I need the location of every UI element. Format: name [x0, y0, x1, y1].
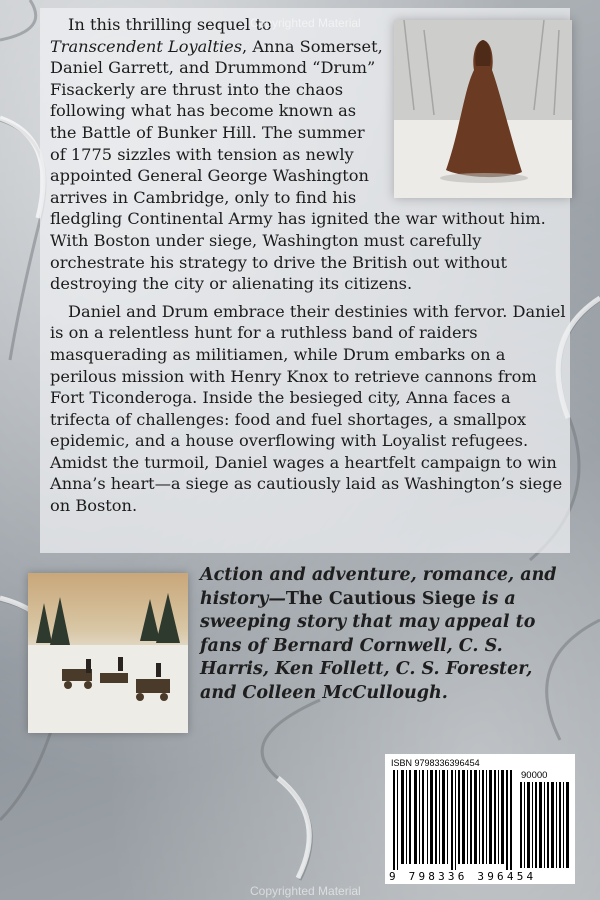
price-code: 90000: [521, 770, 548, 781]
blurb-lead: Action and adventure, romance, and history—: [200, 565, 557, 609]
cloak-figure-illustration: [394, 20, 572, 198]
sleigh-scene-illustration: [28, 573, 188, 733]
prior-book-title: Transcendent Loyalties: [50, 36, 243, 56]
isbn-digits: 9 798336 396454: [389, 870, 537, 883]
blurb-rest: is a sweeping story that may appeal to fans of Bernard Cornwell, C. S. Harris, Ken Follett, C. S. Forester, and Colleen McCullough.: [200, 588, 536, 703]
cloak-figure-image: [394, 20, 572, 198]
paragraph-2: Daniel and Drum embrace their destinies with fervor. Daniel is on a relentless hunt for a ruthless band of raiders masquerading as militiamen, while Drum embarks on a perilous mission with Henry Knox to retrieve cannons from Fort Ticonderoga. Inside the besieged city, Anna faces a trifecta of challenges: food and fuel shortages, a smallpox epidemic, and a house overflowing with Loyalist refugees. Amidst the turmoil, Daniel wages a heartfelt campaign to win Anna’s heart—a siege as cautiously laid as Washington’s siege on Boston.: [50, 301, 566, 516]
promotional-blurb: [200, 564, 570, 705]
price-barcode: [519, 782, 571, 868]
isbn-label: ISBN 9798336396454: [391, 758, 480, 768]
paragraph-1-lead: In this thrilling sequel to: [68, 15, 272, 34]
isbn-barcode: [391, 770, 515, 870]
description-text: [50, 14, 572, 517]
watermark-bottom: Copyrighted Material: [250, 884, 361, 898]
watermark-top: Copyrighted Material: [250, 16, 361, 30]
sleigh-scene-image: [28, 573, 188, 733]
paragraph-1-rest: , Anna Somerset, Daniel Garrett, and Drummond “Drum” Fisackerly are thrust into the chaos following what has become known as the Battle of Bunker Hill. The summer of 1775 sizzles with tension as newly appointed General George Washington arrives in Cambridge, only to find his fledgling Continental Army has ignited the war without him. With Boston under siege, Washington must carefully orchestrate his strategy to drive the British out without destroying the city or alienating its citizens.: [50, 36, 546, 294]
barcode-block: [385, 754, 575, 884]
book-title: The Cautious Siege: [285, 588, 476, 609]
